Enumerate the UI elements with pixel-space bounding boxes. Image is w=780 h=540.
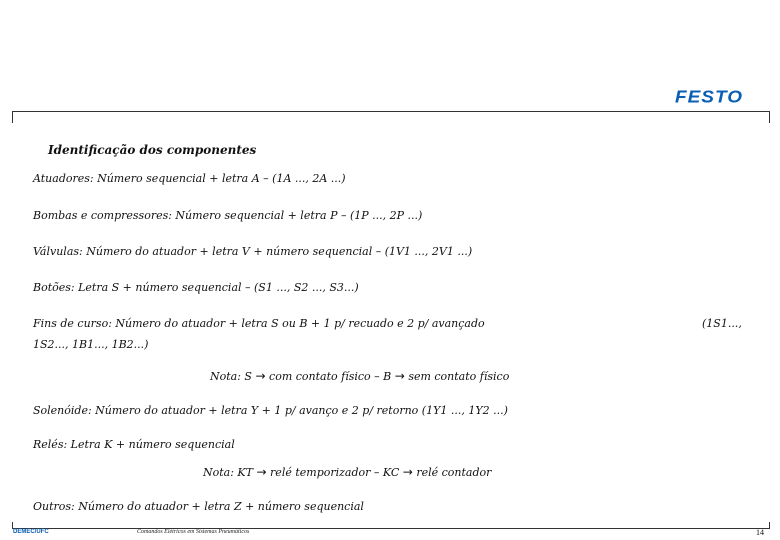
text-fins-de-curso-right: (1S1..., <box>702 317 742 330</box>
top-rule <box>12 111 770 112</box>
nota-sensores <box>210 369 509 384</box>
text-valvulas: Válvulas: Número do atuador + letra V + número sequencial – (1V1 ..., 2V1 ...) <box>33 245 473 258</box>
arrow-right-icon: → <box>255 369 266 383</box>
nota-sensores-label: Nota: S <box>210 370 252 383</box>
text-solenoide: Solenóide: Número do atuador + letra Y + 1 p/ avanço e 2 p/ retorno (1Y1 ..., 1Y2 ...) <box>33 404 508 417</box>
text-reles: Relés: Letra K + número sequencial <box>33 438 235 451</box>
arrow-right-icon: → <box>256 465 267 479</box>
footer-institution: DEMEC/UFC <box>13 529 49 535</box>
festo-logo: FESTO <box>675 88 743 107</box>
top-rule-tick-left <box>12 111 13 123</box>
text-fins-de-curso-line2: 1S2..., 1B1..., 1B2...) <box>33 338 149 351</box>
arrow-right-icon: → <box>394 369 405 383</box>
nota-reles <box>203 465 491 480</box>
footer-course-title: Comandos Elétricos em Sistemas Pneumáticos <box>137 529 250 535</box>
page-number: 14 <box>756 528 764 537</box>
arrow-right-icon: → <box>402 465 413 479</box>
top-rule-tick-right <box>769 111 770 123</box>
nota-reles-end: relé contador <box>416 466 492 479</box>
page-title: Identificação dos componentes <box>48 143 257 157</box>
nota-reles-mid: relé temporizador – KC <box>270 466 400 479</box>
nota-reles-label: Nota: KT <box>203 466 253 479</box>
bottom-rule <box>12 528 770 529</box>
text-outros: Outros: Número do atuador + letra Z + número sequencial <box>33 500 364 513</box>
text-bombas: Bombas e compressores: Número sequencial + letra P – (1P ..., 2P ...) <box>33 209 423 222</box>
text-fins-de-curso: Fins de curso: Número do atuador + letra S ou B + 1 p/ recuado e 2 p/ avançado <box>33 317 485 330</box>
text-atuadores: Atuadores: Número sequencial + letra A – (1A ..., 2A ...) <box>33 172 346 185</box>
text-botoes: Botões: Letra S + número sequencial – (S1 ..., S2 ..., S3...) <box>33 281 359 294</box>
bottom-rule-tick-right <box>769 522 770 528</box>
nota-sensores-mid: com contato físico – B <box>269 370 392 383</box>
nota-sensores-end: sem contato físico <box>408 370 510 383</box>
